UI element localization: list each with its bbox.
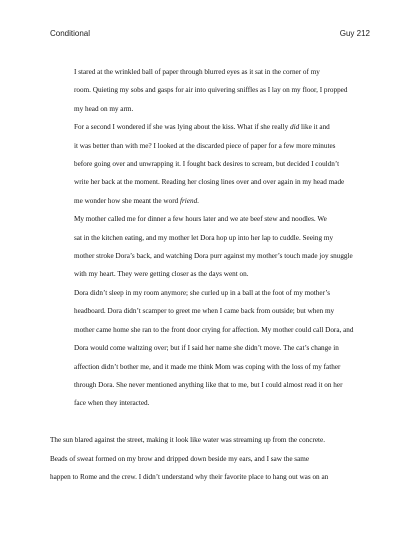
running-header xyxy=(50,29,370,41)
text-line: my head on my arm. xyxy=(74,104,134,113)
text-line: headboard. Dora didn’t scamper to greet me when I came back from outside; but when my xyxy=(74,307,335,316)
body-text xyxy=(50,63,373,486)
text-line: face when they interacted. xyxy=(74,399,150,408)
text-line: through Dora. She never mentioned anything like that to me, but I could almost read it on her xyxy=(74,380,343,389)
header-title: Conditional xyxy=(50,29,91,38)
text-line: I stared at the wrinkled ball of paper through blurred eyes as it sat in the corner of my xyxy=(74,68,320,76)
text-line: with my heart. They were getting closer as the days went on. xyxy=(74,270,249,279)
paragraph xyxy=(50,118,373,210)
text-line: room. Quieting my sobs and gasps for air into quivering sniffles as I lay on my floor, I propped xyxy=(74,86,348,95)
text-line: The sun blared against the street, making it look like water was streaming up from the concrete. xyxy=(50,436,326,445)
text-line: it was better than with me? I looked at the discarded piece of paper for a few more minutes xyxy=(74,141,336,150)
text-line: before going over and unwrapping it. I fought back desires to scream, but decided I couldn’t xyxy=(74,160,340,169)
text-line: mother stroke Dora’s back, and watching Dora purr against my mother’s touch made joy snuggle xyxy=(74,252,353,261)
text-line: mother came home she ran to the front door crying for affection. My mother could call Dora, and xyxy=(74,325,354,334)
text-line: me wonder how she meant the word friend. xyxy=(74,196,199,205)
text-line: Dora would come waltzing over; but if I said her name she didn’t move. The cat’s change in xyxy=(74,344,339,353)
text-line: Dora didn’t sleep in my room anymore; she curled up in a ball at the foot of my mother’s xyxy=(74,288,331,297)
text-line: My mother called me for dinner a few hours later and we ate beef stew and noodles. We xyxy=(74,215,327,224)
paragraph xyxy=(50,284,373,413)
text-line: For a second I wondered if she was lying about the kiss. What if she really did like it and xyxy=(74,123,330,132)
text-line: happen to Rome and the crew. I didn’t understand why their favorite place to hang out was on an xyxy=(50,472,329,481)
text-line: write her back at the moment. Reading her closing lines over and over again in my head made xyxy=(74,178,345,187)
paragraph xyxy=(50,210,373,284)
paragraph xyxy=(50,431,373,486)
text-line: sat in the kitchen eating, and my mother let Dora hop up into her lap to cuddle. Seeing my xyxy=(74,233,334,242)
header-page-number: Guy 212 xyxy=(339,29,370,38)
paragraph xyxy=(50,63,373,118)
text-line: affection didn’t bother me, and it made me think Mom was coping with the loss of my father xyxy=(74,362,341,371)
text-line: Beads of sweat formed on my brow and dripped down beside my ears, and I saw the same xyxy=(50,454,310,463)
